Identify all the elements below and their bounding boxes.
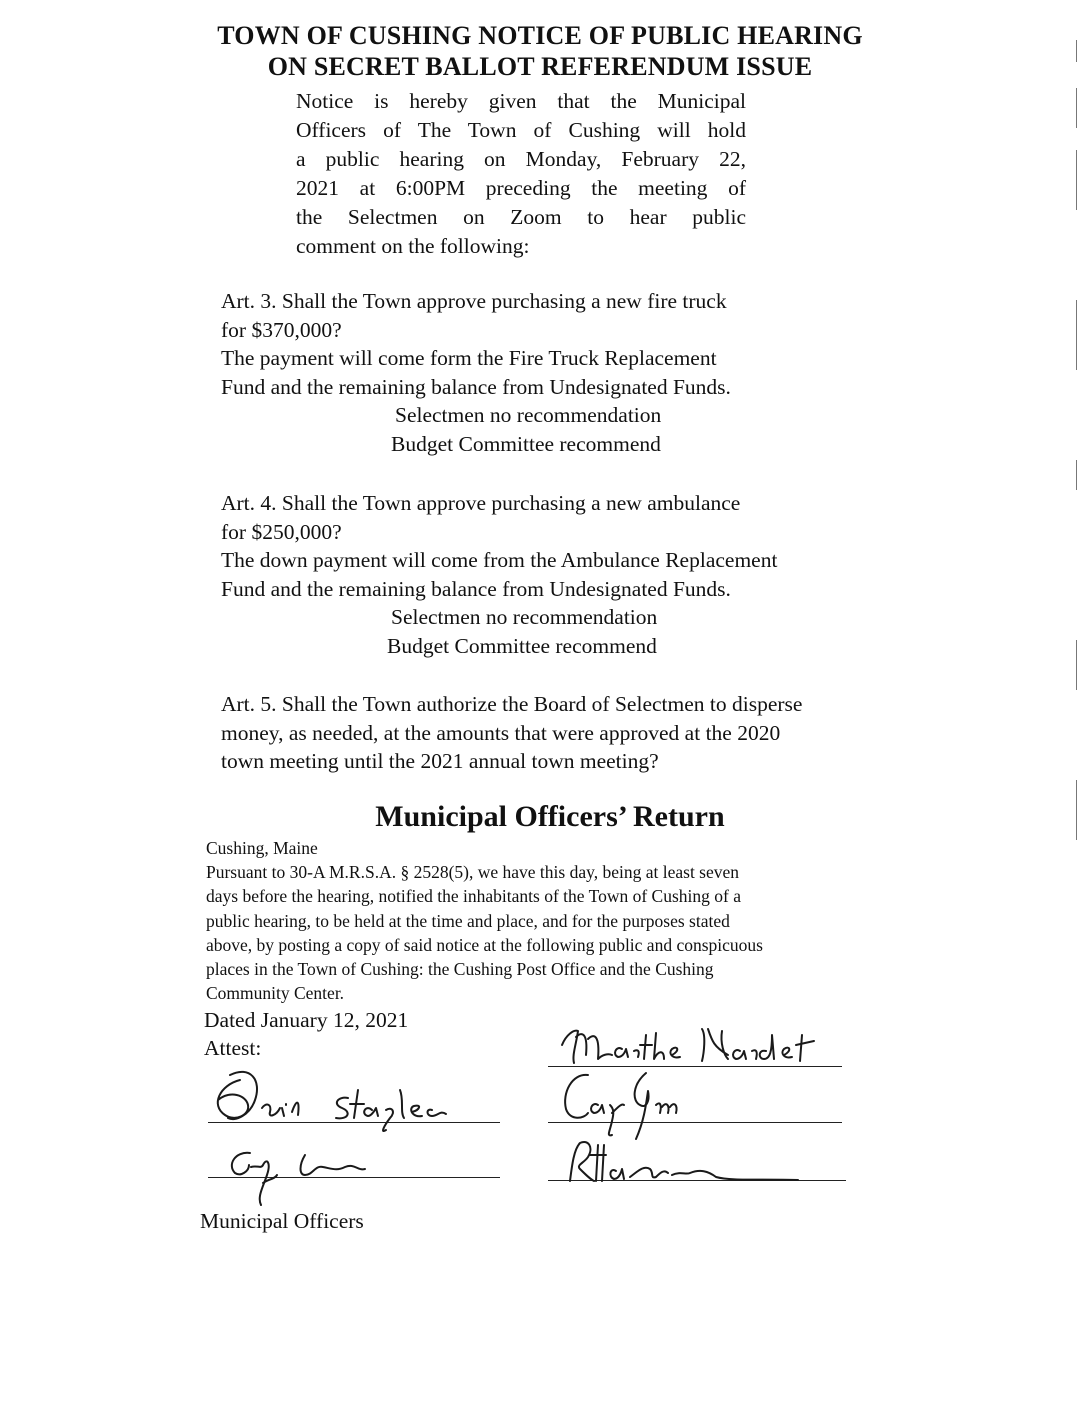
article-3 bbox=[221, 287, 901, 458]
budget-committee-recommendation: Budget Committee recommend bbox=[391, 431, 661, 456]
article-4 bbox=[221, 489, 901, 660]
scan-edge-mark bbox=[1076, 150, 1077, 210]
intro-line: 2021 at 6:00PM preceding the meeting of bbox=[296, 176, 746, 200]
article-line: Fund and the remaining balance from Undesignated Funds. bbox=[221, 374, 731, 399]
return-line: days before the hearing, notified the inhabitants of the Town of Cushing of a bbox=[206, 886, 741, 907]
scan-edge-mark bbox=[1076, 640, 1077, 690]
selectmen-recommendation: Selectmen no recommendation bbox=[391, 605, 658, 629]
article-line: Art. 3. Shall the Town approve purchasing a new fire truck bbox=[221, 289, 727, 313]
article-line: town meeting until the 2021 annual town meeting? bbox=[221, 749, 659, 773]
intro-line: comment on the following: bbox=[296, 234, 530, 258]
signature-right-3 bbox=[560, 1125, 800, 1195]
intro-line: Notice is hereby given that the Municipal bbox=[296, 89, 746, 113]
intro-line: the Selectmen on Zoom to hear public bbox=[296, 205, 746, 229]
return-line: public hearing, to be held at the time and place, and for the purposes stated bbox=[206, 910, 730, 931]
selectmen-recommendation: Selectmen no recommendation bbox=[395, 403, 662, 427]
article-line: for $370,000? bbox=[221, 317, 342, 342]
article-line: The down payment will come from the Ambulance Replacement bbox=[221, 548, 778, 572]
scan-edge-mark bbox=[1076, 300, 1077, 370]
intro-line: Officers of The Town of Cushing will hold bbox=[296, 118, 746, 142]
budget-committee-recommendation: Budget Committee recommend bbox=[387, 633, 657, 658]
municipal-officers-label: Municipal Officers bbox=[200, 1209, 364, 1233]
dated-text: Dated January 12, 2021 bbox=[204, 1008, 409, 1032]
return-line: places in the Town of Cushing: the Cushing Post Office and the Cushing bbox=[206, 959, 714, 980]
intro-line: a public hearing on Monday, February 22, bbox=[296, 147, 746, 171]
return-line: above, by posting a copy of said notice at the following public and conspicuous bbox=[206, 934, 763, 955]
scan-edge-mark bbox=[1076, 460, 1077, 490]
notice-title-line-1: TOWN OF CUSHING NOTICE OF PUBLIC HEARING bbox=[217, 21, 863, 50]
return-line: Community Center. bbox=[206, 983, 345, 1004]
article-5 bbox=[221, 690, 901, 776]
return-title: Municipal Officers’ Return bbox=[375, 800, 725, 833]
article-line: money, as needed, at the amounts that were approved at the 2020 bbox=[221, 720, 781, 745]
notice-intro bbox=[296, 87, 746, 261]
article-line: The payment will come form the Fire Truck Replacement bbox=[221, 346, 717, 370]
signature-left-1 bbox=[200, 1060, 500, 1140]
return-body bbox=[206, 836, 896, 1005]
signature-left-2 bbox=[205, 1135, 465, 1215]
article-line: Art. 5. Shall the Town authorize the Board of Selectmen to disperse bbox=[221, 692, 803, 716]
scan-edge-mark bbox=[1076, 780, 1077, 840]
scan-edge-mark bbox=[1076, 88, 1077, 128]
dated-block bbox=[204, 1006, 408, 1062]
attest-label: Attest: bbox=[204, 1036, 262, 1060]
article-line: Art. 4. Shall the Town approve purchasing a new ambulance bbox=[221, 491, 741, 515]
notice-title-line-2: ON SECRET BALLOT REFERENDUM ISSUE bbox=[267, 52, 813, 81]
scan-edge-mark bbox=[1076, 40, 1077, 62]
return-line: Cushing, Maine bbox=[206, 838, 318, 858]
article-line: for $250,000? bbox=[221, 519, 342, 544]
article-line: Fund and the remaining balance from Undesignated Funds. bbox=[221, 576, 731, 601]
return-line: Pursuant to 30-A M.R.S.A. § 2528(5), we have this day, being at least seven bbox=[206, 862, 740, 883]
